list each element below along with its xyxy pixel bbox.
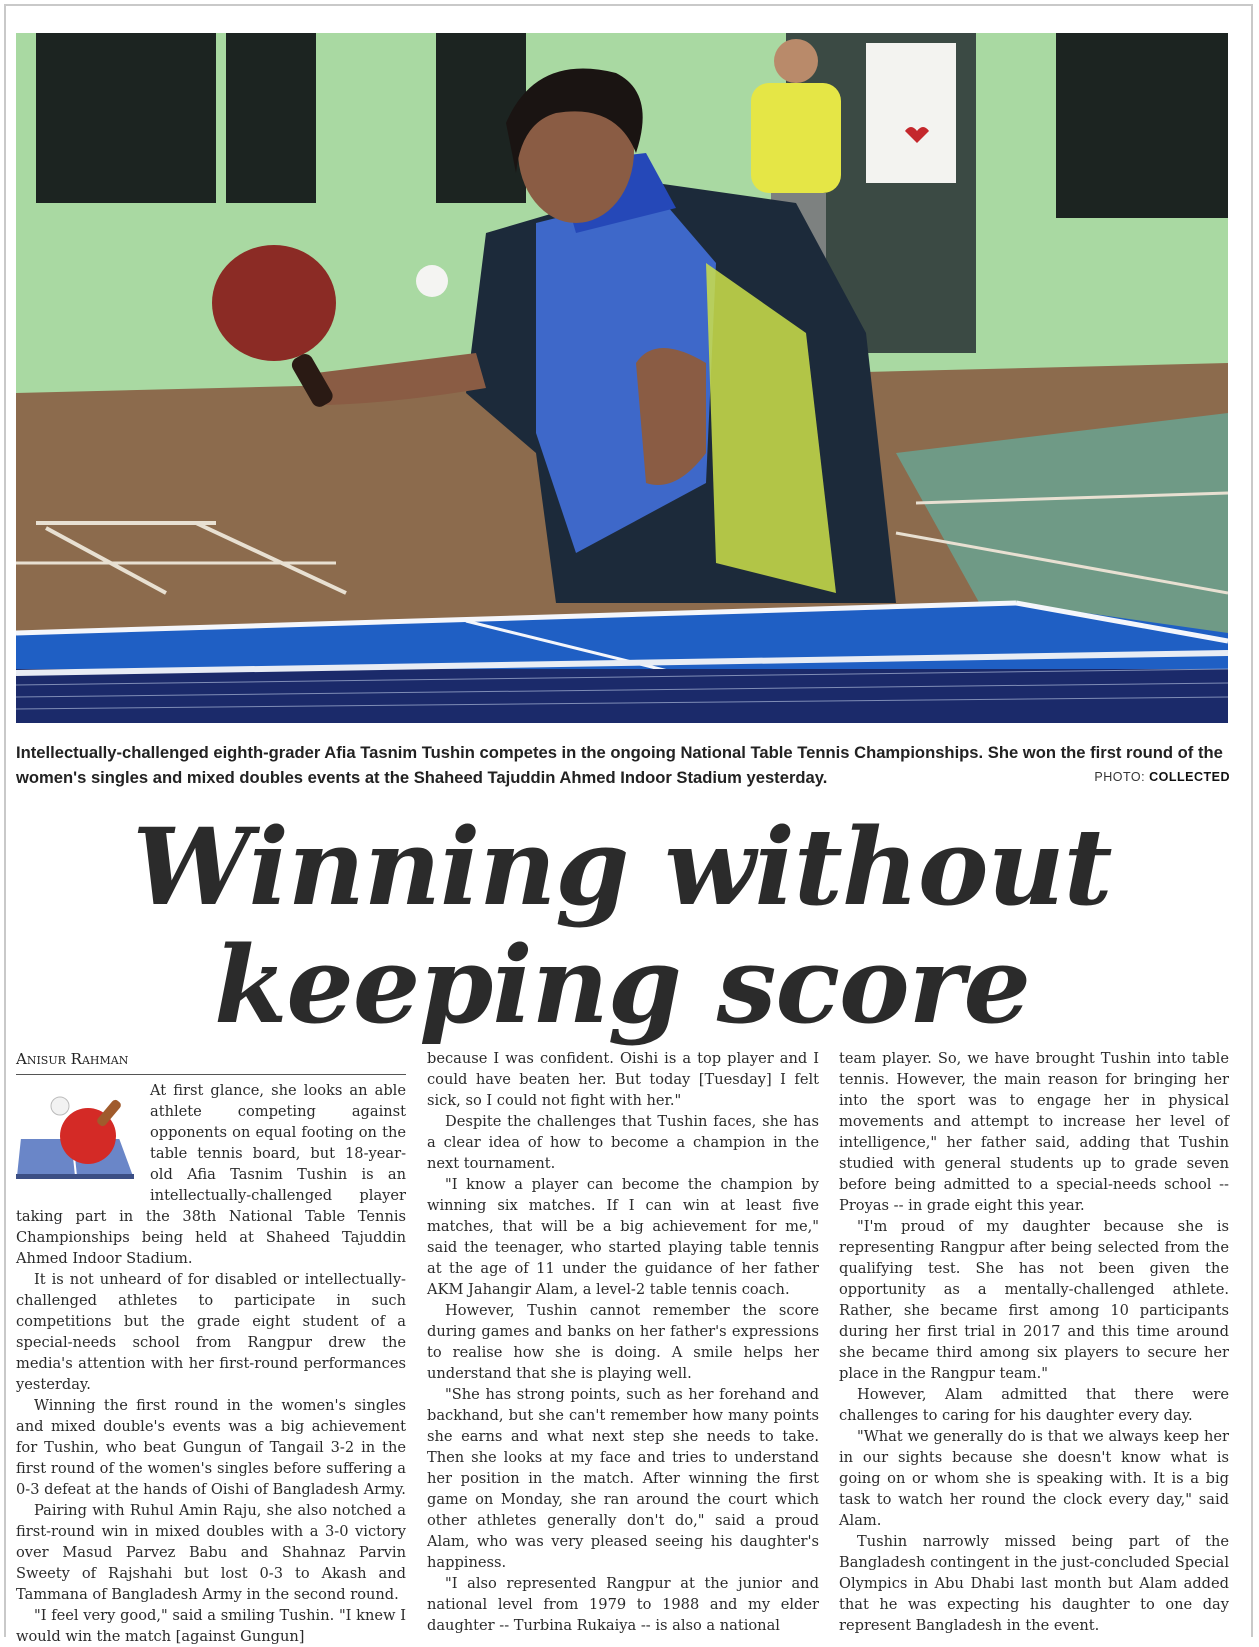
paragraph: At first glance, she looks an able athlete competing against opponents on equal footing on the table tennis board, but 18-year-old Afia Tasnim Tushin is an intellectually-challenged player taking part in the 38th National Table Tennis Championships being held at Shaheed Tajuddin Ahmed Indoor Stadium. bbox=[16, 1082, 406, 1267]
paragraph: "I also represented Rangpur at the junior and national level from 1979 to 1988 and my elder daughter -- Turbina Rukaiya -- is also a national bbox=[427, 1575, 819, 1634]
paragraph: "What we generally do is that we always keep her in our sights because she doesn't know what is going on or whom she is speaking with. It is a big task to watch her round the clock every day," said Alam. bbox=[839, 1428, 1229, 1529]
article-column-3 bbox=[839, 1048, 1229, 1636]
poster bbox=[866, 43, 956, 183]
headline-line-1: Winning without bbox=[132, 804, 1112, 929]
byline: Anisur Rahman bbox=[16, 1050, 406, 1075]
paragraph: However, Alam admitted that there were challenges to caring for his daughter every day. bbox=[839, 1386, 1229, 1424]
paragraph: Tushin narrowly missed being part of the Bangladesh contingent in the just-concluded Special Olympics in Abu Dhabi last month but Alam added that he was expecting his daughter to one day represent Bangladesh in the event. bbox=[839, 1533, 1229, 1634]
window-4 bbox=[1056, 33, 1228, 218]
paragraph: Despite the challenges that Tushin faces, she has a clear idea of how to become a champion in the next tournament. bbox=[427, 1113, 819, 1172]
ball bbox=[416, 265, 448, 297]
paragraph: "She has strong points, such as her forehand and backhand, but she can't remember how many points she earns and what next step she needs to take. Then she looks at my face and tries to understand her position in the match. After winning the first game on Monday, she ran around the court which other athletes generally don't do," said a proud Alam, who was very pleased seeing his daughter's happiness. bbox=[427, 1386, 819, 1571]
paragraph: team player. So, we have brought Tushin into table tennis. However, the main reason for bringing her into the sport was to engage her in physical movements and attempt to increase her level of intelligence," her father said, adding that Tushin studied with general students up to grade seven before being admitted to a special-needs school -- Proyas -- in grade eight this year. bbox=[839, 1050, 1229, 1214]
paragraph: "I'm proud of my daughter because she is representing Rangpur after being selected from the qualifying test. She has not been given the opportunity as a mentally-challenged athlete. Rather, she became first among 10 participants during her first trial in 2017 and this time around she became third among six players to secure her place in the Rangpur team." bbox=[839, 1218, 1229, 1382]
paragraph: "I feel very good," said a smiling Tushin. "I knew I would win the match [against Gungun] bbox=[16, 1607, 406, 1645]
paragraph: Winning the first round in the women's singles and mixed double's events was a big achievement for Tushin, who beat Gungun of Tangail 3-2 in the first round of the women's singles before suffering a 0-3 defeat at the hands of Oishi of Bangladesh Army. bbox=[16, 1397, 406, 1498]
article-column-1 bbox=[16, 1080, 406, 1647]
paragraph: It is not unheard of for disabled or intellectually-challenged athletes to participate in such competitions but the grade eight student of a special-needs school from Rangpur drew the media's attention with her first-round performances yesterday. bbox=[16, 1271, 406, 1393]
paragraph: Pairing with Ruhul Amin Raju, she also notched a first-round win in mixed doubles with a 3-0 victory over Masud Parvez Babu and Shahnaz Parvin Sweety of Rajshahi but lost 0-3 to Akash and Tammana of Bangladesh Army in the second round. bbox=[16, 1502, 406, 1603]
table-tennis-player-photo bbox=[16, 33, 1228, 723]
paragraph: However, Tushin cannot remember the score during games and banks on her father's expressions to realise how she is doing. A smile helps her understand that she is playing well. bbox=[427, 1302, 819, 1382]
paddle bbox=[212, 245, 336, 361]
table-tennis-icon bbox=[16, 1088, 140, 1184]
player-left-arm bbox=[636, 348, 706, 485]
bg-person-shirt bbox=[751, 83, 841, 193]
paragraph: because I was confident. Oishi is a top player and I could have beaten her. But today [Tuesday] I felt sick, so I could not fight with her." bbox=[427, 1050, 819, 1109]
article-column-2 bbox=[427, 1048, 819, 1636]
credit-label: PHOTO: bbox=[1094, 770, 1146, 784]
window-1 bbox=[36, 33, 216, 203]
article-photo bbox=[16, 33, 1228, 723]
headline bbox=[16, 804, 1228, 1047]
bg-person-head bbox=[774, 39, 818, 83]
headline-line-2: keeping score bbox=[213, 922, 1030, 1047]
credit-source: COLLECTED bbox=[1149, 770, 1230, 784]
paragraph: "I know a player can become the champion by winning six matches. If I can win at least five matches, that will be a big achievement for me," said the teenager, who started playing table tennis at the age of 11 under the guidance of her father AKM Jahangir Alam, a level-2 table tennis coach. bbox=[427, 1176, 819, 1298]
photo-credit bbox=[1094, 770, 1230, 784]
photo-caption: Intellectually-challenged eighth-grader Afia Tasnim Tushin competes in the ongoing National Table Tennis Championships. She won the first round of the women's singles and mixed doubles events at the Shaheed Tajuddin Ahmed Indoor Stadium yesterday. bbox=[16, 743, 1223, 787]
window-2 bbox=[226, 33, 316, 203]
